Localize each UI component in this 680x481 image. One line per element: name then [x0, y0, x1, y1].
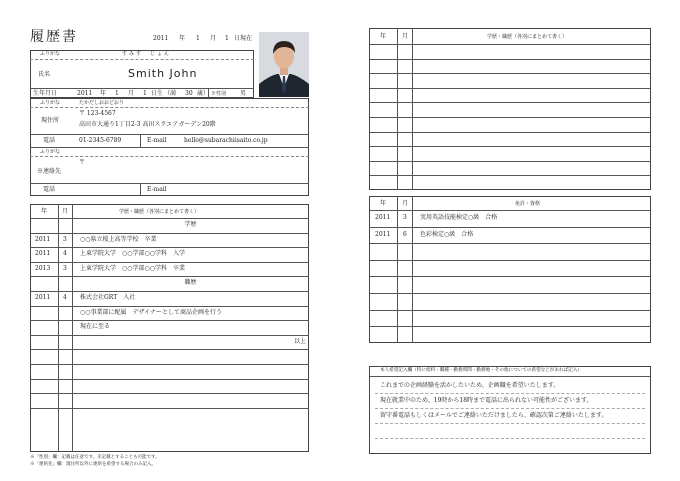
history-row-year: 2013	[35, 264, 51, 272]
contact-furigana-label: ふりがな	[40, 149, 61, 155]
history-row-year: 2011	[35, 235, 51, 243]
resume-title: 履歴書	[30, 29, 78, 45]
address-value: 高田市大通り1丁目2-3 高田スクエアガーデン20階	[79, 121, 216, 128]
license-row-month: 3	[403, 214, 407, 221]
date-month: 1	[196, 35, 200, 42]
history-row-text: 現在に至る	[80, 323, 111, 331]
table-row-line	[369, 44, 651, 45]
contact-email-label: E-mail	[147, 186, 167, 193]
table-row-line	[30, 408, 309, 409]
birth-year: 2011	[77, 90, 93, 97]
license-row-text: 実用英語技能検定○級 合格	[420, 214, 498, 221]
table-row-line	[30, 247, 309, 248]
history-row-month: 4	[63, 294, 67, 301]
history-row-text: 上東学院大学 ○○学部○○学科 入学	[80, 250, 185, 258]
table-row-line	[369, 310, 651, 311]
postal-code: 〒 123-4567	[79, 110, 116, 117]
table-row-line	[30, 262, 309, 263]
wishes-box	[369, 366, 651, 454]
history-row-text: ○○事業部に配属 デザイナーとして商品企画を行う	[80, 308, 223, 316]
gender-value: 男	[240, 90, 247, 97]
footnote-contact: ※「連絡先」欄：現住所以外に連絡を希望する場合のみ記入。	[30, 462, 156, 467]
wishes-line-1: これまでの企画経験を活かしたいため、企画職を希望いたします。	[380, 382, 560, 389]
license-row-month: 6	[403, 230, 407, 238]
table-row-line	[30, 291, 309, 292]
age-close: 歳）	[197, 90, 210, 97]
history-row-month: 4	[63, 250, 67, 258]
birth-day-unit: 日生	[151, 90, 164, 97]
table-row-line	[369, 293, 651, 294]
table-row-line	[30, 320, 309, 321]
table-row-line	[369, 161, 651, 162]
address-furigana-label: ふりがな	[40, 100, 61, 106]
email-label: E-mail	[147, 137, 167, 144]
date-month-unit: 月	[210, 35, 217, 42]
licenses-col-header: 免許・資格	[515, 201, 541, 207]
table-row-line	[30, 393, 309, 394]
wishes-line-2: 現在就業中のため、19時から18時まで電話に出られない可能性がございます。	[380, 397, 593, 404]
furigana-label: ふりがな	[40, 51, 61, 57]
table-row-line	[369, 73, 651, 74]
history-col-header: 学歴・職歴（各別にまとめて書く）	[119, 209, 200, 215]
table-row-line	[30, 276, 309, 277]
licenses-col-month: 月	[402, 200, 409, 207]
license-row-year: 2011	[375, 214, 391, 221]
contact-label: ※連絡先	[37, 168, 62, 175]
history-row-text: ○○県立桜上高等学校 卒業	[80, 235, 157, 243]
history-row-text: 職歴	[184, 279, 197, 287]
right-history-col-month: 月	[402, 33, 409, 40]
birth-year-unit: 年	[100, 90, 107, 97]
date-year: 2011	[153, 35, 169, 42]
licenses-col-year: 年	[380, 200, 387, 207]
footnote-gender: ※「性別」欄：記載は任意です。未記載とすることも可能です。	[30, 455, 160, 460]
table-row-line	[30, 379, 309, 380]
table-row-line	[369, 175, 651, 176]
history-row-text: 学歴	[184, 221, 197, 228]
table-row-line	[30, 364, 309, 365]
history-row-text: 株式会社GRT 入社	[80, 294, 136, 301]
table-row-line	[30, 306, 309, 307]
table-row-line	[369, 117, 651, 118]
history-row-text: 以上	[293, 337, 306, 345]
license-row-year: 2011	[375, 230, 391, 238]
date-day: 1	[225, 35, 229, 42]
history-col-month: 月	[62, 208, 69, 215]
table-row-line	[369, 227, 651, 228]
birth-day: 1	[143, 90, 147, 97]
table-row-line	[369, 146, 651, 147]
table-row-line	[369, 276, 651, 277]
history-row-month: 3	[63, 235, 67, 243]
table-row-line	[30, 233, 309, 234]
table-row-line	[369, 326, 651, 327]
address-furigana-value: たかだしおおどおり	[79, 100, 125, 106]
table-row-line	[369, 59, 651, 60]
gender-label: ※性別	[211, 91, 227, 97]
table-row-line	[369, 210, 651, 211]
phone-value: 01-2345-6789	[79, 137, 122, 144]
table-row-line	[30, 335, 309, 336]
history-col-year: 年	[41, 208, 48, 215]
table-row-line	[369, 243, 651, 244]
address-label: 現住所	[41, 117, 60, 124]
birth-month-unit: 月	[128, 90, 135, 97]
date-year-unit: 年	[179, 35, 186, 42]
birth-month: 1	[115, 90, 119, 97]
wishes-line-3: 留守番電話もしくはメールでご連絡いただけましたら、確認次第ご連絡いたします。	[380, 412, 608, 419]
history-row-year: 2011	[35, 250, 51, 258]
license-row-text: 色彩検定○級 合格	[420, 230, 474, 238]
table-row-line	[369, 88, 651, 89]
age-value: 30	[185, 90, 193, 97]
history-row-text: 上東学院大学 ○○学部○○学科 卒業	[80, 264, 185, 272]
table-row-line	[369, 102, 651, 103]
contact-phone-label: 電話	[43, 186, 56, 193]
name-label: 氏名	[38, 71, 51, 78]
wishes-header: 本人希望記入欄（特に給料・職種・勤務時間・勤務地・その他についての希望などがあれば記入）	[380, 368, 583, 373]
contact-postal: 〒	[79, 159, 86, 166]
birth-label: 生年月日	[33, 90, 58, 97]
history-row-year: 2011	[35, 294, 51, 301]
table-row-line	[30, 218, 309, 219]
name-value: Smith John	[128, 67, 198, 80]
phone-label: 電話	[43, 137, 56, 144]
right-history-col-header: 学歴・職歴（各別にまとめて書く）	[487, 34, 568, 40]
right-history-col-year: 年	[380, 33, 387, 40]
date-day-unit: 日現在	[234, 35, 253, 42]
furigana-value: すみす じょん	[122, 51, 172, 57]
table-row-line	[369, 132, 651, 133]
email-value: hello@subarachiisaito.co.jp	[184, 137, 268, 144]
table-row-line	[30, 349, 309, 350]
history-row-month: 3	[63, 264, 67, 272]
profile-photo	[259, 32, 309, 97]
table-row-line	[369, 260, 651, 261]
age-open: （満	[164, 90, 177, 97]
